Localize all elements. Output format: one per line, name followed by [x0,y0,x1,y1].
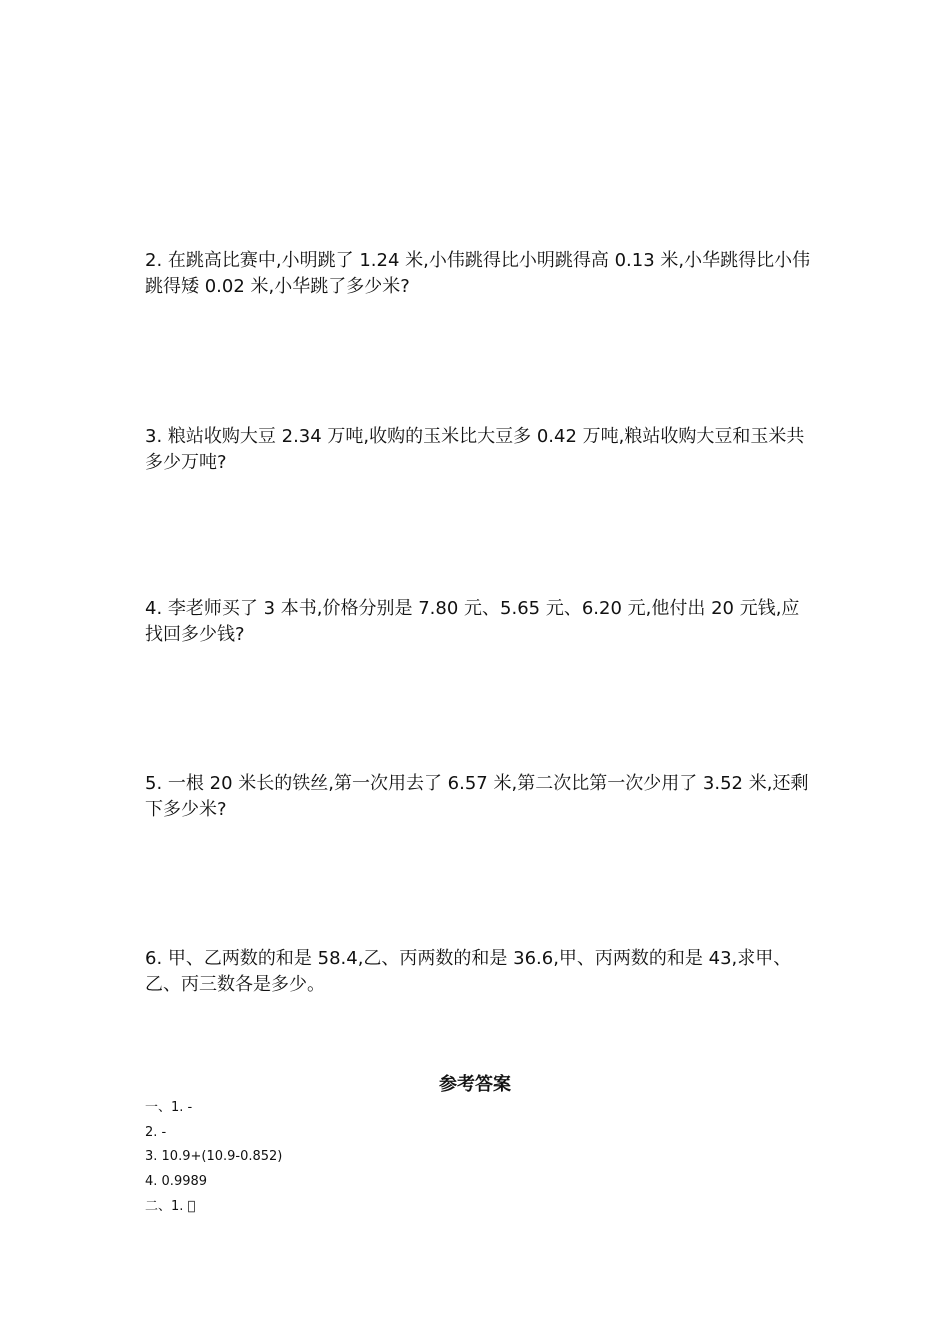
question-3: 3. 粮站收购大豆 2.34 万吨,收购的玉米比大豆多 0.42 万吨,粮站收购大豆和玉米共多少万吨? [145,426,805,473]
answers-title: 参考答案 [439,1074,511,1095]
question-5: 5. 一根 20 米长的铁丝,第一次用去了 6.57 米,第二次比第一次少用了 3.52 米,还剩下多少米? [145,773,809,820]
answer-line: 二、1. 􀳀 [145,1199,196,1214]
answer-line: 3. 10.9+(10.9-0.852) [145,1149,283,1164]
answer-line: 一、1. - [145,1100,193,1115]
question-6: 6. 甲、乙两数的和是 58.4,乙、丙两数的和是 36.6,甲、丙两数的和是 43,求甲、乙、丙三数各是多少。 [145,948,792,995]
question-2: 2. 在跳高比赛中,小明跳了 1.24 米,小伟跳得比小明跳得高 0.13 米,小华跳得比小伟跳得矮 0.02 米,小华跳了多少米? [145,250,811,297]
answer-line: 4. 0.9989 [145,1174,208,1189]
answer-line: 2. - [145,1125,167,1140]
question-4: 4. 李老师买了 3 本书,价格分别是 7.80 元、5.65 元、6.20 元,他付出 20 元钱,应找回多少钱? [145,598,800,645]
